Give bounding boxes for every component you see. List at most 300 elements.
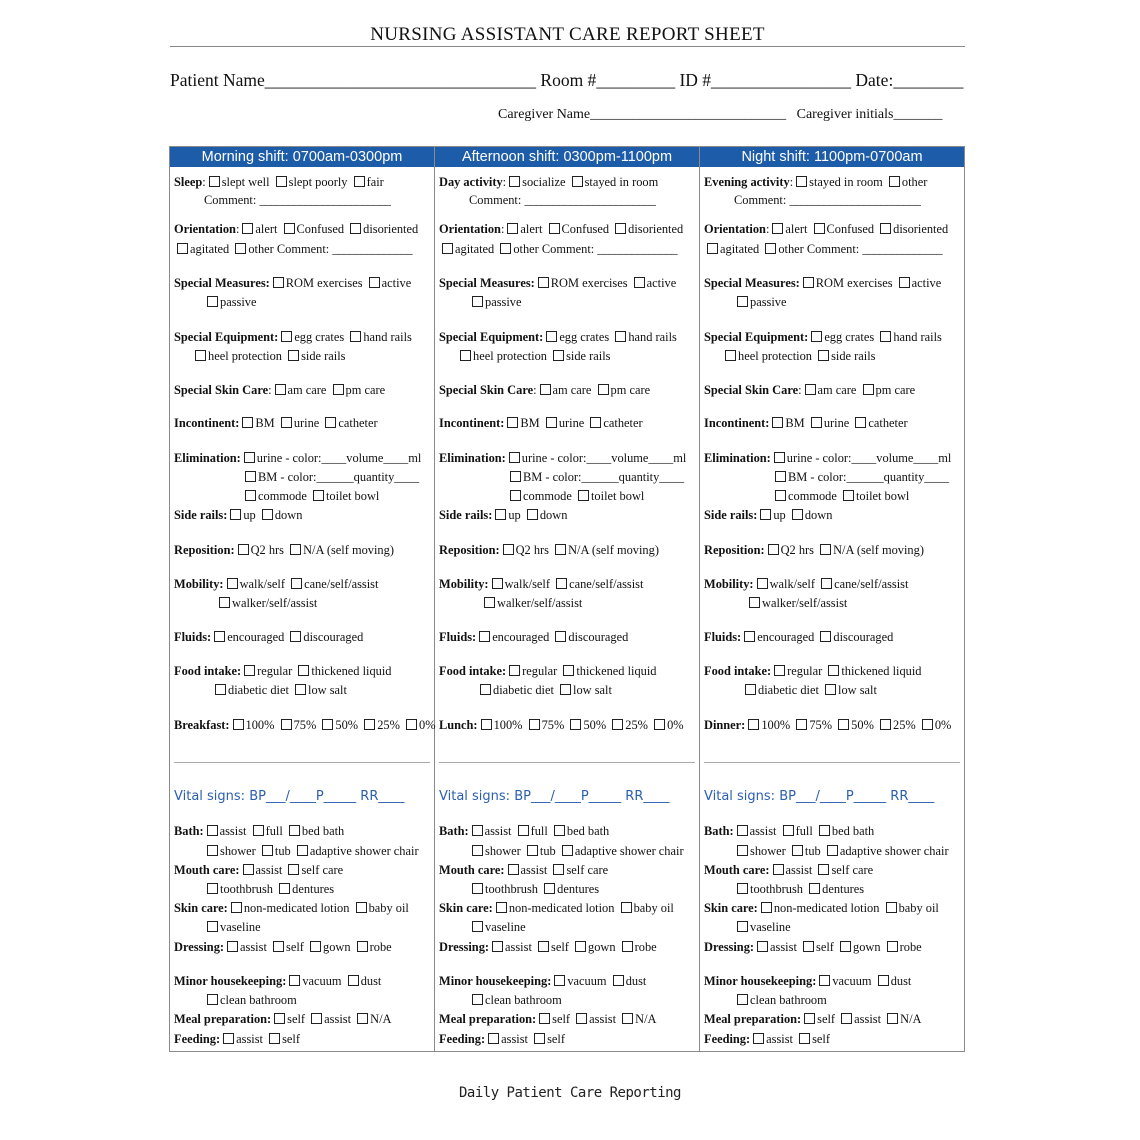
form-row: Day activity: socialize stayed in room xyxy=(439,175,659,189)
checkbox[interactable] xyxy=(553,350,564,361)
checkbox[interactable] xyxy=(472,845,483,856)
checkbox[interactable] xyxy=(796,176,807,187)
checkbox[interactable] xyxy=(838,719,849,730)
vital-signs[interactable]: Vital signs: BP___/____P_____ RR____ xyxy=(704,789,935,804)
elimination-label: Elimination: xyxy=(174,451,241,465)
checkbox[interactable] xyxy=(242,417,253,428)
form-row xyxy=(439,242,677,256)
checkbox[interactable] xyxy=(509,176,520,187)
checkbox[interactable] xyxy=(765,243,776,254)
checkbox[interactable] xyxy=(774,665,785,676)
checkbox[interactable] xyxy=(737,921,748,932)
checkbox[interactable] xyxy=(590,417,601,428)
comment-field[interactable]: ______________ xyxy=(597,242,678,256)
checkbox[interactable] xyxy=(843,490,854,501)
checkbox[interactable] xyxy=(311,1013,322,1024)
option-label: diabetic diet xyxy=(493,683,554,697)
checkbox[interactable] xyxy=(290,631,301,642)
checkbox[interactable] xyxy=(880,223,891,234)
comment-label: Comment: xyxy=(806,242,860,256)
checkbox[interactable] xyxy=(472,825,483,836)
checkbox[interactable] xyxy=(276,176,287,187)
meal-label: Lunch: xyxy=(439,718,478,732)
checkbox[interactable] xyxy=(288,864,299,875)
option-label: baby oil xyxy=(898,901,939,915)
checkbox[interactable] xyxy=(773,864,784,875)
option-label: urine - color:____volume____ml xyxy=(786,451,952,465)
checkbox[interactable] xyxy=(811,417,822,428)
option-label: side rails xyxy=(566,349,611,363)
checkbox[interactable] xyxy=(325,417,336,428)
form-row xyxy=(174,330,412,344)
checkbox[interactable] xyxy=(495,509,506,520)
option-label: agitated xyxy=(720,242,760,256)
checkbox[interactable] xyxy=(737,845,748,856)
checkbox[interactable] xyxy=(622,941,633,952)
checkbox[interactable] xyxy=(219,597,230,608)
option-label: discouraged xyxy=(303,630,364,644)
checkbox[interactable] xyxy=(245,471,256,482)
checkbox[interactable] xyxy=(262,509,273,520)
checkbox[interactable] xyxy=(281,331,292,342)
mobility-label: Mobility: xyxy=(704,577,754,591)
checkbox[interactable] xyxy=(295,684,306,695)
form-row xyxy=(439,508,567,522)
form-row: Orientation: alert Confused disoriented xyxy=(704,222,949,236)
checkbox[interactable] xyxy=(563,665,574,676)
checkbox[interactable] xyxy=(775,490,786,501)
checkbox[interactable] xyxy=(553,864,564,875)
checkbox[interactable] xyxy=(749,597,760,608)
form-row xyxy=(174,489,379,503)
option-label: clean bathroom xyxy=(750,993,827,1007)
checkbox[interactable] xyxy=(214,631,225,642)
checkbox[interactable] xyxy=(825,684,836,695)
option-label: urine xyxy=(558,416,585,430)
checkbox[interactable] xyxy=(442,243,453,254)
special-skin-care-label: Special Skin Care xyxy=(704,383,799,397)
checkbox[interactable] xyxy=(333,384,344,395)
checkbox[interactable] xyxy=(560,684,571,695)
checkbox[interactable] xyxy=(274,1013,285,1024)
checkbox[interactable] xyxy=(484,597,495,608)
option-label: side rails xyxy=(301,349,346,363)
checkbox[interactable] xyxy=(544,883,555,894)
checkbox[interactable] xyxy=(855,417,866,428)
checkbox[interactable] xyxy=(275,384,286,395)
checkbox[interactable] xyxy=(507,223,518,234)
checkbox[interactable] xyxy=(281,417,292,428)
option-label: thickened liquid xyxy=(576,664,657,678)
option-label: Q2 hrs xyxy=(515,543,549,557)
checkbox[interactable] xyxy=(350,223,361,234)
checkbox[interactable] xyxy=(481,719,492,730)
checkbox[interactable] xyxy=(406,719,417,730)
checkbox[interactable] xyxy=(492,578,503,589)
checkbox[interactable] xyxy=(878,975,889,986)
option-label: disoriented xyxy=(628,222,684,236)
checkbox[interactable] xyxy=(231,902,242,913)
checkbox[interactable] xyxy=(757,578,768,589)
checkbox[interactable] xyxy=(480,684,491,695)
form-row xyxy=(704,882,864,896)
option-label: tub xyxy=(804,844,821,858)
checkbox[interactable] xyxy=(811,331,822,342)
checkbox[interactable] xyxy=(357,1013,368,1024)
patient-info-row xyxy=(170,70,970,91)
checkbox[interactable] xyxy=(768,544,779,555)
checkbox[interactable] xyxy=(227,941,238,952)
checkbox[interactable] xyxy=(207,921,218,932)
caregiver-name-field[interactable]: ____________________________ xyxy=(590,107,787,122)
checkbox[interactable] xyxy=(562,845,573,856)
checkbox[interactable] xyxy=(488,1033,499,1044)
checkbox[interactable] xyxy=(207,994,218,1005)
checkbox[interactable] xyxy=(227,578,238,589)
checkbox[interactable] xyxy=(886,902,897,913)
option-label: walk/self xyxy=(239,577,285,591)
checkbox[interactable] xyxy=(792,845,803,856)
option-label: self care xyxy=(301,863,344,877)
form-row xyxy=(174,470,419,484)
option-label: N/A (self moving) xyxy=(303,543,394,557)
checkbox[interactable] xyxy=(783,825,794,836)
option-label: disoriented xyxy=(893,222,949,236)
option-label: low salt xyxy=(838,683,877,697)
checkbox[interactable] xyxy=(775,471,786,482)
checkbox[interactable] xyxy=(753,1033,764,1044)
checkbox[interactable] xyxy=(774,452,785,463)
checkbox[interactable] xyxy=(887,1013,898,1024)
checkbox[interactable] xyxy=(289,825,300,836)
id-field[interactable]: ________________ xyxy=(711,70,852,90)
checkbox[interactable] xyxy=(570,719,581,730)
form-row xyxy=(439,193,655,207)
checkbox[interactable] xyxy=(827,845,838,856)
checkbox[interactable] xyxy=(291,578,302,589)
checkbox[interactable] xyxy=(880,719,891,730)
checkbox[interactable] xyxy=(472,883,483,894)
option-label: up xyxy=(508,508,521,522)
checkbox[interactable] xyxy=(244,452,255,463)
option-label: dust xyxy=(360,974,382,988)
checkbox[interactable] xyxy=(922,719,933,730)
checkbox[interactable] xyxy=(622,1013,633,1024)
checkbox[interactable] xyxy=(281,719,292,730)
checkbox[interactable] xyxy=(546,417,557,428)
checkbox[interactable] xyxy=(737,883,748,894)
option-label: assist xyxy=(770,940,797,954)
checkbox[interactable] xyxy=(899,277,910,288)
checkbox[interactable] xyxy=(209,176,220,187)
form-row xyxy=(439,295,521,309)
orientation-label: Orientation xyxy=(439,222,501,236)
checkbox[interactable] xyxy=(818,864,829,875)
checkbox[interactable] xyxy=(809,883,820,894)
checkbox[interactable] xyxy=(279,883,290,894)
form-row xyxy=(174,940,392,954)
checkbox[interactable] xyxy=(803,941,814,952)
checkbox[interactable] xyxy=(500,243,511,254)
checkbox[interactable] xyxy=(748,719,759,730)
checkbox[interactable] xyxy=(510,471,521,482)
checkbox[interactable] xyxy=(575,941,586,952)
checkbox[interactable] xyxy=(508,864,519,875)
form-row: Orientation: alert Confused disoriented xyxy=(174,222,419,236)
form-row xyxy=(704,543,924,557)
form-row xyxy=(439,416,643,430)
checkbox[interactable] xyxy=(269,1033,280,1044)
checkbox[interactable] xyxy=(273,941,284,952)
side-rails-label: Side rails: xyxy=(704,508,758,522)
checkbox[interactable] xyxy=(615,223,626,234)
option-label: full xyxy=(530,824,548,838)
checkbox[interactable] xyxy=(289,975,300,986)
checkbox[interactable] xyxy=(549,223,560,234)
checkbox[interactable] xyxy=(207,883,218,894)
checkbox[interactable] xyxy=(576,1013,587,1024)
checkbox[interactable] xyxy=(538,277,549,288)
checkbox[interactable] xyxy=(725,350,736,361)
checkbox[interactable] xyxy=(772,223,783,234)
form-row xyxy=(439,920,526,934)
comment-label: Comment: xyxy=(541,242,595,256)
checkbox[interactable] xyxy=(555,631,566,642)
form-row xyxy=(704,844,949,858)
checkbox[interactable] xyxy=(880,331,891,342)
checkbox[interactable] xyxy=(538,941,549,952)
checkbox[interactable] xyxy=(496,902,507,913)
form-row xyxy=(174,295,256,309)
checkbox[interactable] xyxy=(518,825,529,836)
option-label: clean bathroom xyxy=(220,993,297,1007)
checkbox[interactable] xyxy=(357,941,368,952)
checkbox[interactable] xyxy=(863,384,874,395)
checkbox[interactable] xyxy=(284,223,295,234)
checkbox[interactable] xyxy=(805,384,816,395)
vital-signs[interactable]: Vital signs: BP___/____P_____ RR____ xyxy=(439,789,670,804)
checkbox[interactable] xyxy=(840,941,851,952)
checkbox[interactable] xyxy=(223,1033,234,1044)
option-label: cane/self/assist xyxy=(304,577,379,591)
checkbox[interactable] xyxy=(841,1013,852,1024)
checkbox[interactable] xyxy=(356,902,367,913)
checkbox[interactable] xyxy=(529,719,540,730)
checkbox[interactable] xyxy=(262,845,273,856)
option-label: tub xyxy=(539,844,556,858)
checkbox[interactable] xyxy=(534,1033,545,1044)
option-label: down xyxy=(539,508,568,522)
checkbox[interactable] xyxy=(737,994,748,1005)
checkbox[interactable] xyxy=(507,417,518,428)
checkbox[interactable] xyxy=(298,665,309,676)
checkbox[interactable] xyxy=(613,975,624,986)
checkbox[interactable] xyxy=(578,490,589,501)
form-row xyxy=(439,863,608,877)
checkbox[interactable] xyxy=(796,719,807,730)
option-label: clean bathroom xyxy=(485,993,562,1007)
checkbox[interactable] xyxy=(369,277,380,288)
checkbox[interactable] xyxy=(492,941,503,952)
option-label: 75% xyxy=(809,718,833,732)
form-row xyxy=(704,1032,830,1046)
checkbox[interactable] xyxy=(828,665,839,676)
checkbox[interactable] xyxy=(554,975,565,986)
checkbox[interactable] xyxy=(820,544,831,555)
minor-housekeeping-label: Minor housekeeping: xyxy=(174,974,287,988)
option-label: catheter xyxy=(603,416,643,430)
option-label: active xyxy=(911,276,942,290)
side-rails-label: Side rails: xyxy=(439,508,493,522)
checkbox[interactable] xyxy=(634,277,645,288)
checkbox[interactable] xyxy=(819,975,830,986)
checkbox[interactable] xyxy=(540,384,551,395)
checkbox[interactable] xyxy=(253,825,264,836)
checkbox[interactable] xyxy=(772,417,783,428)
option-label: 100% xyxy=(245,718,275,732)
checkbox[interactable] xyxy=(354,176,365,187)
checkbox[interactable] xyxy=(821,578,832,589)
checkbox[interactable] xyxy=(460,350,471,361)
comment-field[interactable]: ______________ xyxy=(332,242,413,256)
food-intake-label: Food intake: xyxy=(439,664,507,678)
checkbox[interactable] xyxy=(479,631,490,642)
checkbox[interactable] xyxy=(195,350,206,361)
option-label: disoriented xyxy=(363,222,419,236)
option-label: self xyxy=(817,1012,836,1026)
checkbox[interactable] xyxy=(737,296,748,307)
checkbox[interactable] xyxy=(527,845,538,856)
checkbox[interactable] xyxy=(804,1013,815,1024)
checkbox[interactable] xyxy=(350,331,361,342)
incontinent-label: Incontinent: xyxy=(174,416,240,430)
form-row xyxy=(439,974,646,988)
option-label: agitated xyxy=(455,242,495,256)
checkbox[interactable] xyxy=(814,223,825,234)
option-label: slept poorly xyxy=(288,175,348,189)
checkbox[interactable] xyxy=(290,544,301,555)
checkbox[interactable] xyxy=(761,902,772,913)
option-label: gown xyxy=(323,940,351,954)
checkbox[interactable] xyxy=(598,384,609,395)
checkbox[interactable] xyxy=(792,509,803,520)
checkbox[interactable] xyxy=(348,975,359,986)
checkbox[interactable] xyxy=(556,578,567,589)
checkbox[interactable] xyxy=(233,719,244,730)
comment-field[interactable]: _______________________ xyxy=(259,193,391,207)
option-label: passive xyxy=(750,295,787,309)
checkbox[interactable] xyxy=(887,941,898,952)
checkbox[interactable] xyxy=(215,684,226,695)
patient-name-field[interactable]: _______________________________ xyxy=(264,70,537,90)
option-label: self care xyxy=(566,863,609,877)
checkbox[interactable] xyxy=(745,684,756,695)
comment-field[interactable]: ______________ xyxy=(862,242,943,256)
checkbox[interactable] xyxy=(313,490,324,501)
checkbox[interactable] xyxy=(245,490,256,501)
checkbox[interactable] xyxy=(472,994,483,1005)
form-row: Special Skin Care: am care pm care xyxy=(174,383,386,397)
checkbox[interactable] xyxy=(235,243,246,254)
comment-field[interactable]: _______________________ xyxy=(789,193,921,207)
checkbox[interactable] xyxy=(230,509,241,520)
checkbox[interactable] xyxy=(707,243,718,254)
vital-signs[interactable]: Vital signs: BP___/____P_____ RR____ xyxy=(174,789,405,804)
form-row xyxy=(704,718,951,732)
checkbox[interactable] xyxy=(654,719,665,730)
checkbox[interactable] xyxy=(288,350,299,361)
checkbox[interactable] xyxy=(509,665,520,676)
option-label: assist xyxy=(484,824,512,838)
checkbox[interactable] xyxy=(207,845,218,856)
checkbox[interactable] xyxy=(310,941,321,952)
caregiver-name-label: Caregiver Name xyxy=(498,107,591,122)
checkbox[interactable] xyxy=(539,1013,550,1024)
checkbox[interactable] xyxy=(472,296,483,307)
checkbox[interactable] xyxy=(509,452,520,463)
checkbox[interactable] xyxy=(555,544,566,555)
option-label: am care xyxy=(552,383,592,397)
room-field[interactable]: _________ xyxy=(596,70,676,90)
checkbox[interactable] xyxy=(243,864,254,875)
checkbox[interactable] xyxy=(572,176,583,187)
option-label: thickened liquid xyxy=(841,664,922,678)
option-label: urine - color:____volume____ml xyxy=(256,451,422,465)
checkbox[interactable] xyxy=(819,825,830,836)
checkbox[interactable] xyxy=(554,825,565,836)
checkbox[interactable] xyxy=(818,350,829,361)
checkbox[interactable] xyxy=(273,277,284,288)
checkbox[interactable] xyxy=(207,825,218,836)
checkbox[interactable] xyxy=(737,825,748,836)
checkbox[interactable] xyxy=(803,277,814,288)
column-divider xyxy=(699,147,700,1051)
checkbox[interactable] xyxy=(238,544,249,555)
checkbox[interactable] xyxy=(177,243,188,254)
checkbox[interactable] xyxy=(244,665,255,676)
checkbox[interactable] xyxy=(364,719,375,730)
checkbox[interactable] xyxy=(615,331,626,342)
checkbox[interactable] xyxy=(503,544,514,555)
checkbox[interactable] xyxy=(297,845,308,856)
date-field[interactable]: ________ xyxy=(893,70,964,90)
checkbox[interactable] xyxy=(744,631,755,642)
checkbox[interactable] xyxy=(472,921,483,932)
checkbox[interactable] xyxy=(546,331,557,342)
checkbox[interactable] xyxy=(889,176,900,187)
caregiver-initials-field[interactable]: _______ xyxy=(893,107,943,122)
checkbox[interactable] xyxy=(242,223,253,234)
option-label: alert xyxy=(255,222,278,236)
option-label: ROM exercises xyxy=(815,276,893,290)
reposition-label: Reposition: xyxy=(704,543,765,557)
checkbox[interactable] xyxy=(760,509,771,520)
checkbox[interactable] xyxy=(527,509,538,520)
option-label: other xyxy=(513,242,539,256)
checkbox[interactable] xyxy=(510,490,521,501)
option-label: toilet bowl xyxy=(590,489,645,503)
checkbox[interactable] xyxy=(820,631,831,642)
checkbox[interactable] xyxy=(757,941,768,952)
checkbox[interactable] xyxy=(621,902,632,913)
checkbox[interactable] xyxy=(322,719,333,730)
option-label: fair xyxy=(366,175,384,189)
comment-field[interactable]: _______________________ xyxy=(524,193,656,207)
checkbox[interactable] xyxy=(207,296,218,307)
option-label: side rails xyxy=(831,349,876,363)
checkbox[interactable] xyxy=(612,719,623,730)
checkbox[interactable] xyxy=(799,1033,810,1044)
